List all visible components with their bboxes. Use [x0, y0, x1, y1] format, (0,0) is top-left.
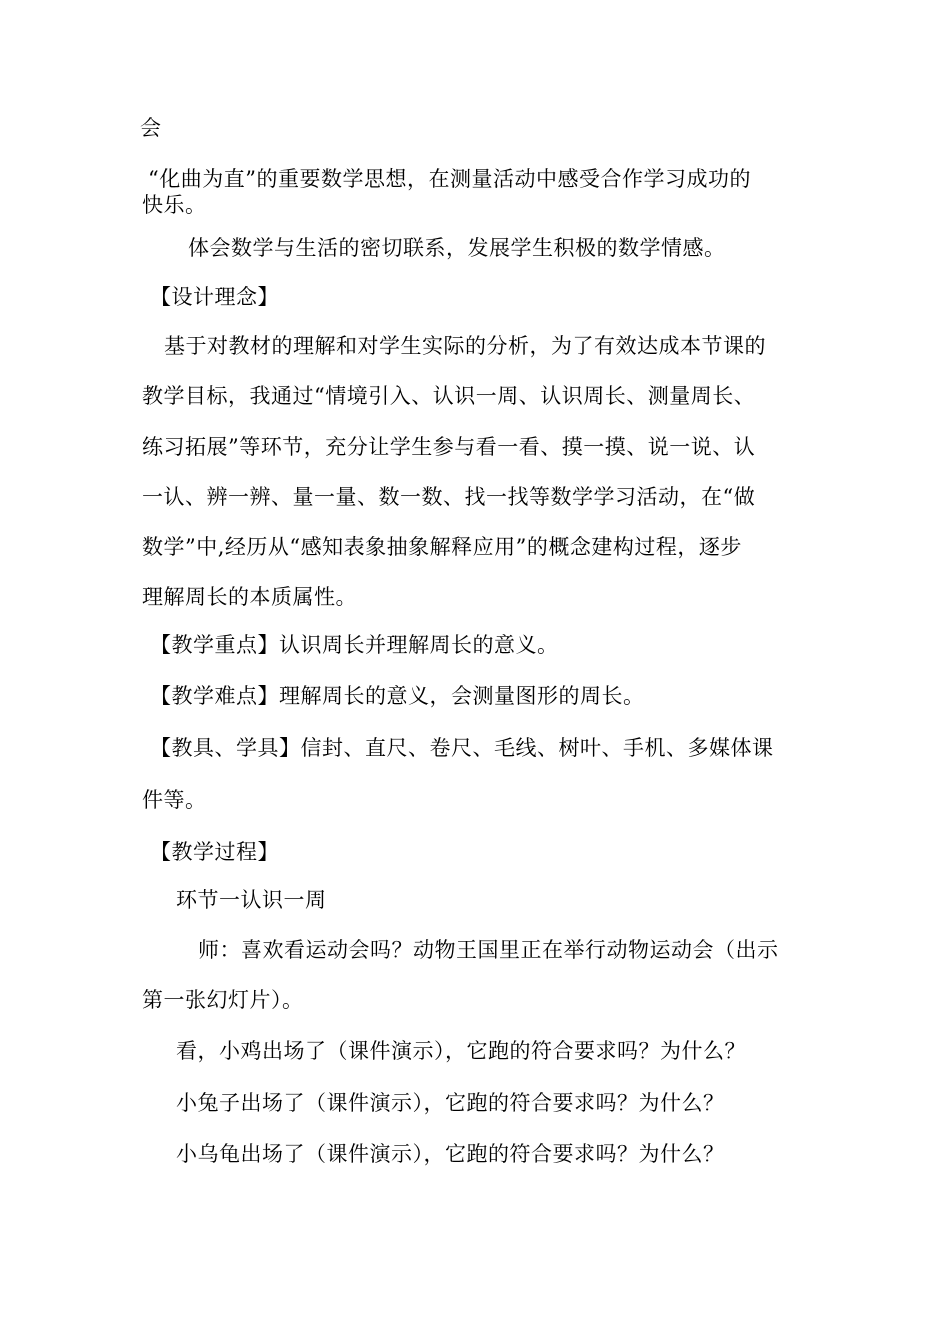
section-heading: 【教学过程】: [150, 840, 279, 864]
section-heading: 【教学难点】理解周长的意义，会测量图形的周长。: [150, 684, 645, 708]
text-line: 看，小鸡出场了（课件演示），它跑的符合要求吗？为什么？: [176, 1039, 746, 1063]
text-line: 体会数学与生活的密切联系，发展学生积极的数学情感。: [188, 236, 726, 260]
text-line: 师：喜欢看运动会吗？动物王国里正在举行动物运动会（出示: [198, 938, 779, 962]
text-line: 理解周长的本质属性。: [142, 585, 357, 609]
text-line: 数学”中,经历从“感知表象抽象解释应用”的概念建构过程，逐步: [142, 535, 742, 559]
text-line: 基于对教材的理解和对学生实际的分析，为了有效达成本节课的: [164, 334, 766, 358]
text-line: 教学目标，我通过“情境引入、认识一周、认识周长、测量周长、: [142, 384, 756, 408]
text-line: 练习拓展”等环节，充分让学生参与看一看、摸一摸、说一说、认: [142, 435, 756, 459]
section-heading: 【设计理念】: [150, 285, 279, 309]
text-line: 小乌龟出场了（课件演示），它跑的符合要求吗？为什么？: [176, 1142, 725, 1166]
text-line: 一认、辨一辨、量一量、数一数、找一找等数学学习活动，在“做: [142, 485, 756, 509]
subsection-heading: 环节一认识一周: [176, 888, 327, 912]
section-heading: 【教学重点】认识周长并理解周长的意义。: [150, 633, 559, 657]
text-line: 件等。: [142, 788, 207, 812]
text-line: 快乐。: [142, 193, 207, 217]
text-line: “化曲为直”的重要数学思想，在测量活动中感受合作学习成功的: [148, 167, 751, 191]
text-line: 第一张幻灯片）。: [142, 988, 304, 1012]
text-line: 会: [140, 116, 162, 140]
text-line: 小兔子出场了（课件演示），它跑的符合要求吗？为什么？: [176, 1091, 725, 1115]
section-heading: 【教具、学具】信封、直尺、卷尺、毛线、树叶、手机、多媒体课: [150, 736, 774, 760]
